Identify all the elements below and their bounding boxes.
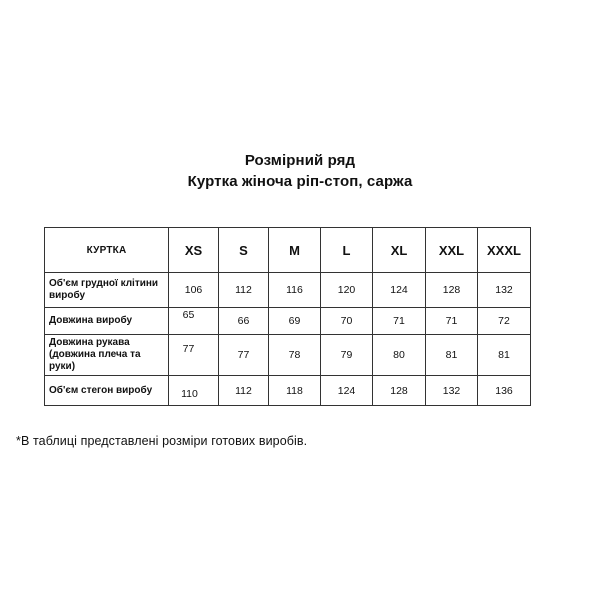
size-header-xl: XL: [373, 228, 426, 273]
table-cell: 132: [426, 376, 478, 406]
table-cell: 81: [478, 335, 531, 376]
title-line-1: Розмірний ряд: [244, 152, 356, 169]
table-cell: 78: [269, 335, 321, 376]
table-cell: [169, 335, 219, 376]
size-header-xxxl: XXXL: [478, 228, 531, 273]
size-header-m: M: [269, 228, 321, 273]
table-row: [45, 308, 531, 335]
footnote: *В таблиці представлені розміри готових виробів.: [16, 434, 308, 448]
table-cell: 80: [373, 335, 426, 376]
table-cell: 118: [269, 376, 321, 406]
table-cell-value: 77: [182, 343, 195, 355]
table-corner-label: КУРТКА: [45, 228, 169, 273]
table-cell-value: 65: [182, 309, 195, 321]
table-cell: 77: [219, 335, 269, 376]
table-cell-value: 110: [181, 388, 198, 400]
size-header-xxl: XXL: [426, 228, 478, 273]
table-cell: 66: [219, 308, 269, 335]
table-cell: [169, 308, 219, 335]
table-cell: 128: [426, 273, 478, 308]
row-label-chest: Об'єм грудної клітини виробу: [45, 273, 169, 308]
table-cell: 124: [373, 273, 426, 308]
size-header-l: L: [321, 228, 373, 273]
table-cell: 112: [219, 273, 269, 308]
table-row: [45, 273, 531, 308]
table-cell: 136: [478, 376, 531, 406]
table-cell: 112: [219, 376, 269, 406]
row-label-length: Довжина виробу: [45, 308, 169, 335]
size-header-xs: XS: [169, 228, 219, 273]
table-cell: 124: [321, 376, 373, 406]
table-cell: 79: [321, 335, 373, 376]
table-cell: [169, 376, 219, 406]
row-label-hips: Об'єм стегон виробу: [45, 376, 169, 406]
table-cell: 81: [426, 335, 478, 376]
table-cell: 71: [426, 308, 478, 335]
row-label-sleeve: Довжина рукава (довжина плеча та руки): [45, 335, 169, 376]
table-cell: 120: [321, 273, 373, 308]
table-row: [45, 376, 531, 406]
table-cell: 128: [373, 376, 426, 406]
table-header-row: [45, 228, 531, 273]
table-cell: 70: [321, 308, 373, 335]
table-row: [45, 335, 531, 376]
table-cell: 132: [478, 273, 531, 308]
table-cell: 72: [478, 308, 531, 335]
table-cell: 71: [373, 308, 426, 335]
table-cell: 116: [269, 273, 321, 308]
size-chart-table: [44, 227, 531, 406]
page-title: [0, 150, 600, 192]
title-line-2: Куртка жіноча ріп-стоп, саржа: [187, 173, 413, 190]
table-cell: 69: [269, 308, 321, 335]
size-header-s: S: [219, 228, 269, 273]
table-cell: 106: [169, 273, 219, 308]
